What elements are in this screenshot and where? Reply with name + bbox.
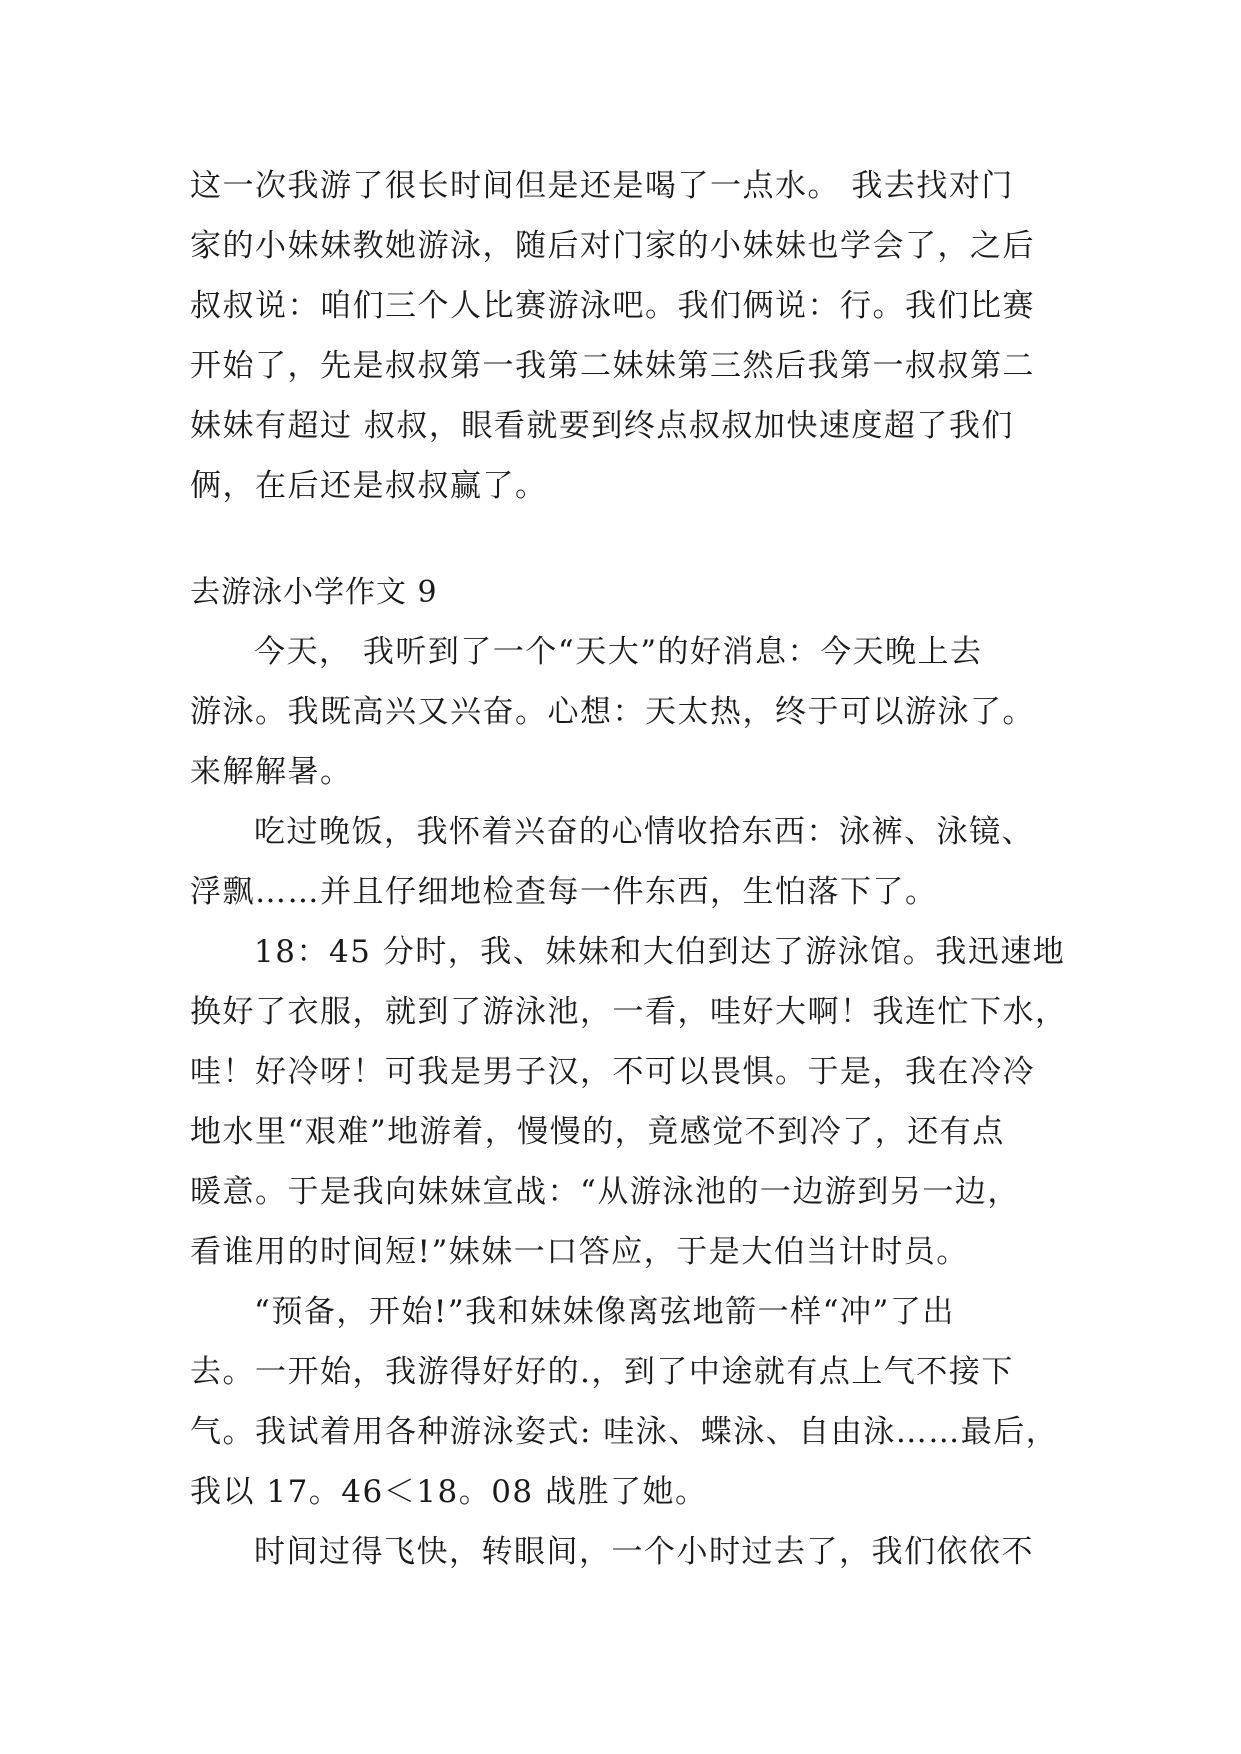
text-line: 这一次我游了很长时间但是还是喝了一点水。 我去找对门	[190, 168, 1014, 204]
text-line: 开始了，先是叔叔第一我第二妹妹第三然后我第一叔叔第二	[190, 348, 1035, 384]
text-line: 浮飘……并且仔细地检查每一件东西，生怕落下了。	[190, 874, 938, 910]
text-line: 地水里“艰难”地游着，慢慢的，竟感觉不到冷了，还有点	[190, 1114, 1005, 1150]
text-line: 来解解暑。	[190, 754, 353, 790]
essay-body	[190, 622, 1068, 1582]
text-line: 妹妹有超过 叔叔，眼看就要到终点叔叔加快速度超了我们	[190, 408, 1014, 444]
text-line: 气。我试着用各种游泳姿式: 哇泳、蝶泳、自由泳……最后，	[190, 1414, 1059, 1450]
paragraph-first-line: 时间过得飞快，转眼间，一个小时过去了，我们依依不	[254, 1534, 1034, 1570]
essay-title-text: 去游泳小学作文 9	[190, 575, 438, 610]
text-line: 叔叔说：咱们三个人比赛游泳吧。我们俩说：行。我们比赛	[190, 288, 1035, 324]
text-line: 去。一开始，我游得好好的.，到了中途就有点上气不接下	[190, 1354, 1014, 1390]
continuation-paragraph	[190, 156, 1060, 516]
essay-title	[190, 563, 1060, 623]
text-line: 看谁用的时间短!”妹妹一口答应，于是大伯当计时员。	[190, 1234, 969, 1270]
text-line: 哇！好冷呀！可我是男子汉，不可以畏惧。于是，我在冷冷	[190, 1054, 1035, 1090]
paragraph-first-line: 18：45 分时，我、妹妹和大伯到达了游泳馆。我迅速地	[254, 934, 1066, 970]
text-line: 游泳。我既高兴又兴奋。心想：天太热，终于可以游泳了。	[190, 694, 1035, 730]
paragraph-first-line: “预备，开始!”我和妹妹像离弦地箭一样“冲”了出	[254, 1294, 955, 1330]
text-line: 换好了衣服，就到了游泳池，一看，哇好大啊！我连忙下水，	[190, 994, 1068, 1030]
paragraph-first-line: 吃过晚饭，我怀着兴奋的心情收拾东西：泳裤、泳镜、	[254, 814, 1034, 850]
text-line: 我以 17。46＜18。08 战胜了她。	[190, 1474, 708, 1510]
paragraph-first-line: 今天， 我听到了一个“天大”的好消息：今天晚上去	[254, 634, 983, 670]
text-line: 暖意。于是我向妹妹宣战：“从游泳池的一边游到另一边，	[190, 1174, 1020, 1210]
text-line: 俩，在后还是叔叔赢了。	[190, 468, 548, 504]
text-line: 家的小妹妹教她游泳，随后对门家的小妹妹也学会了，之后	[190, 228, 1035, 264]
